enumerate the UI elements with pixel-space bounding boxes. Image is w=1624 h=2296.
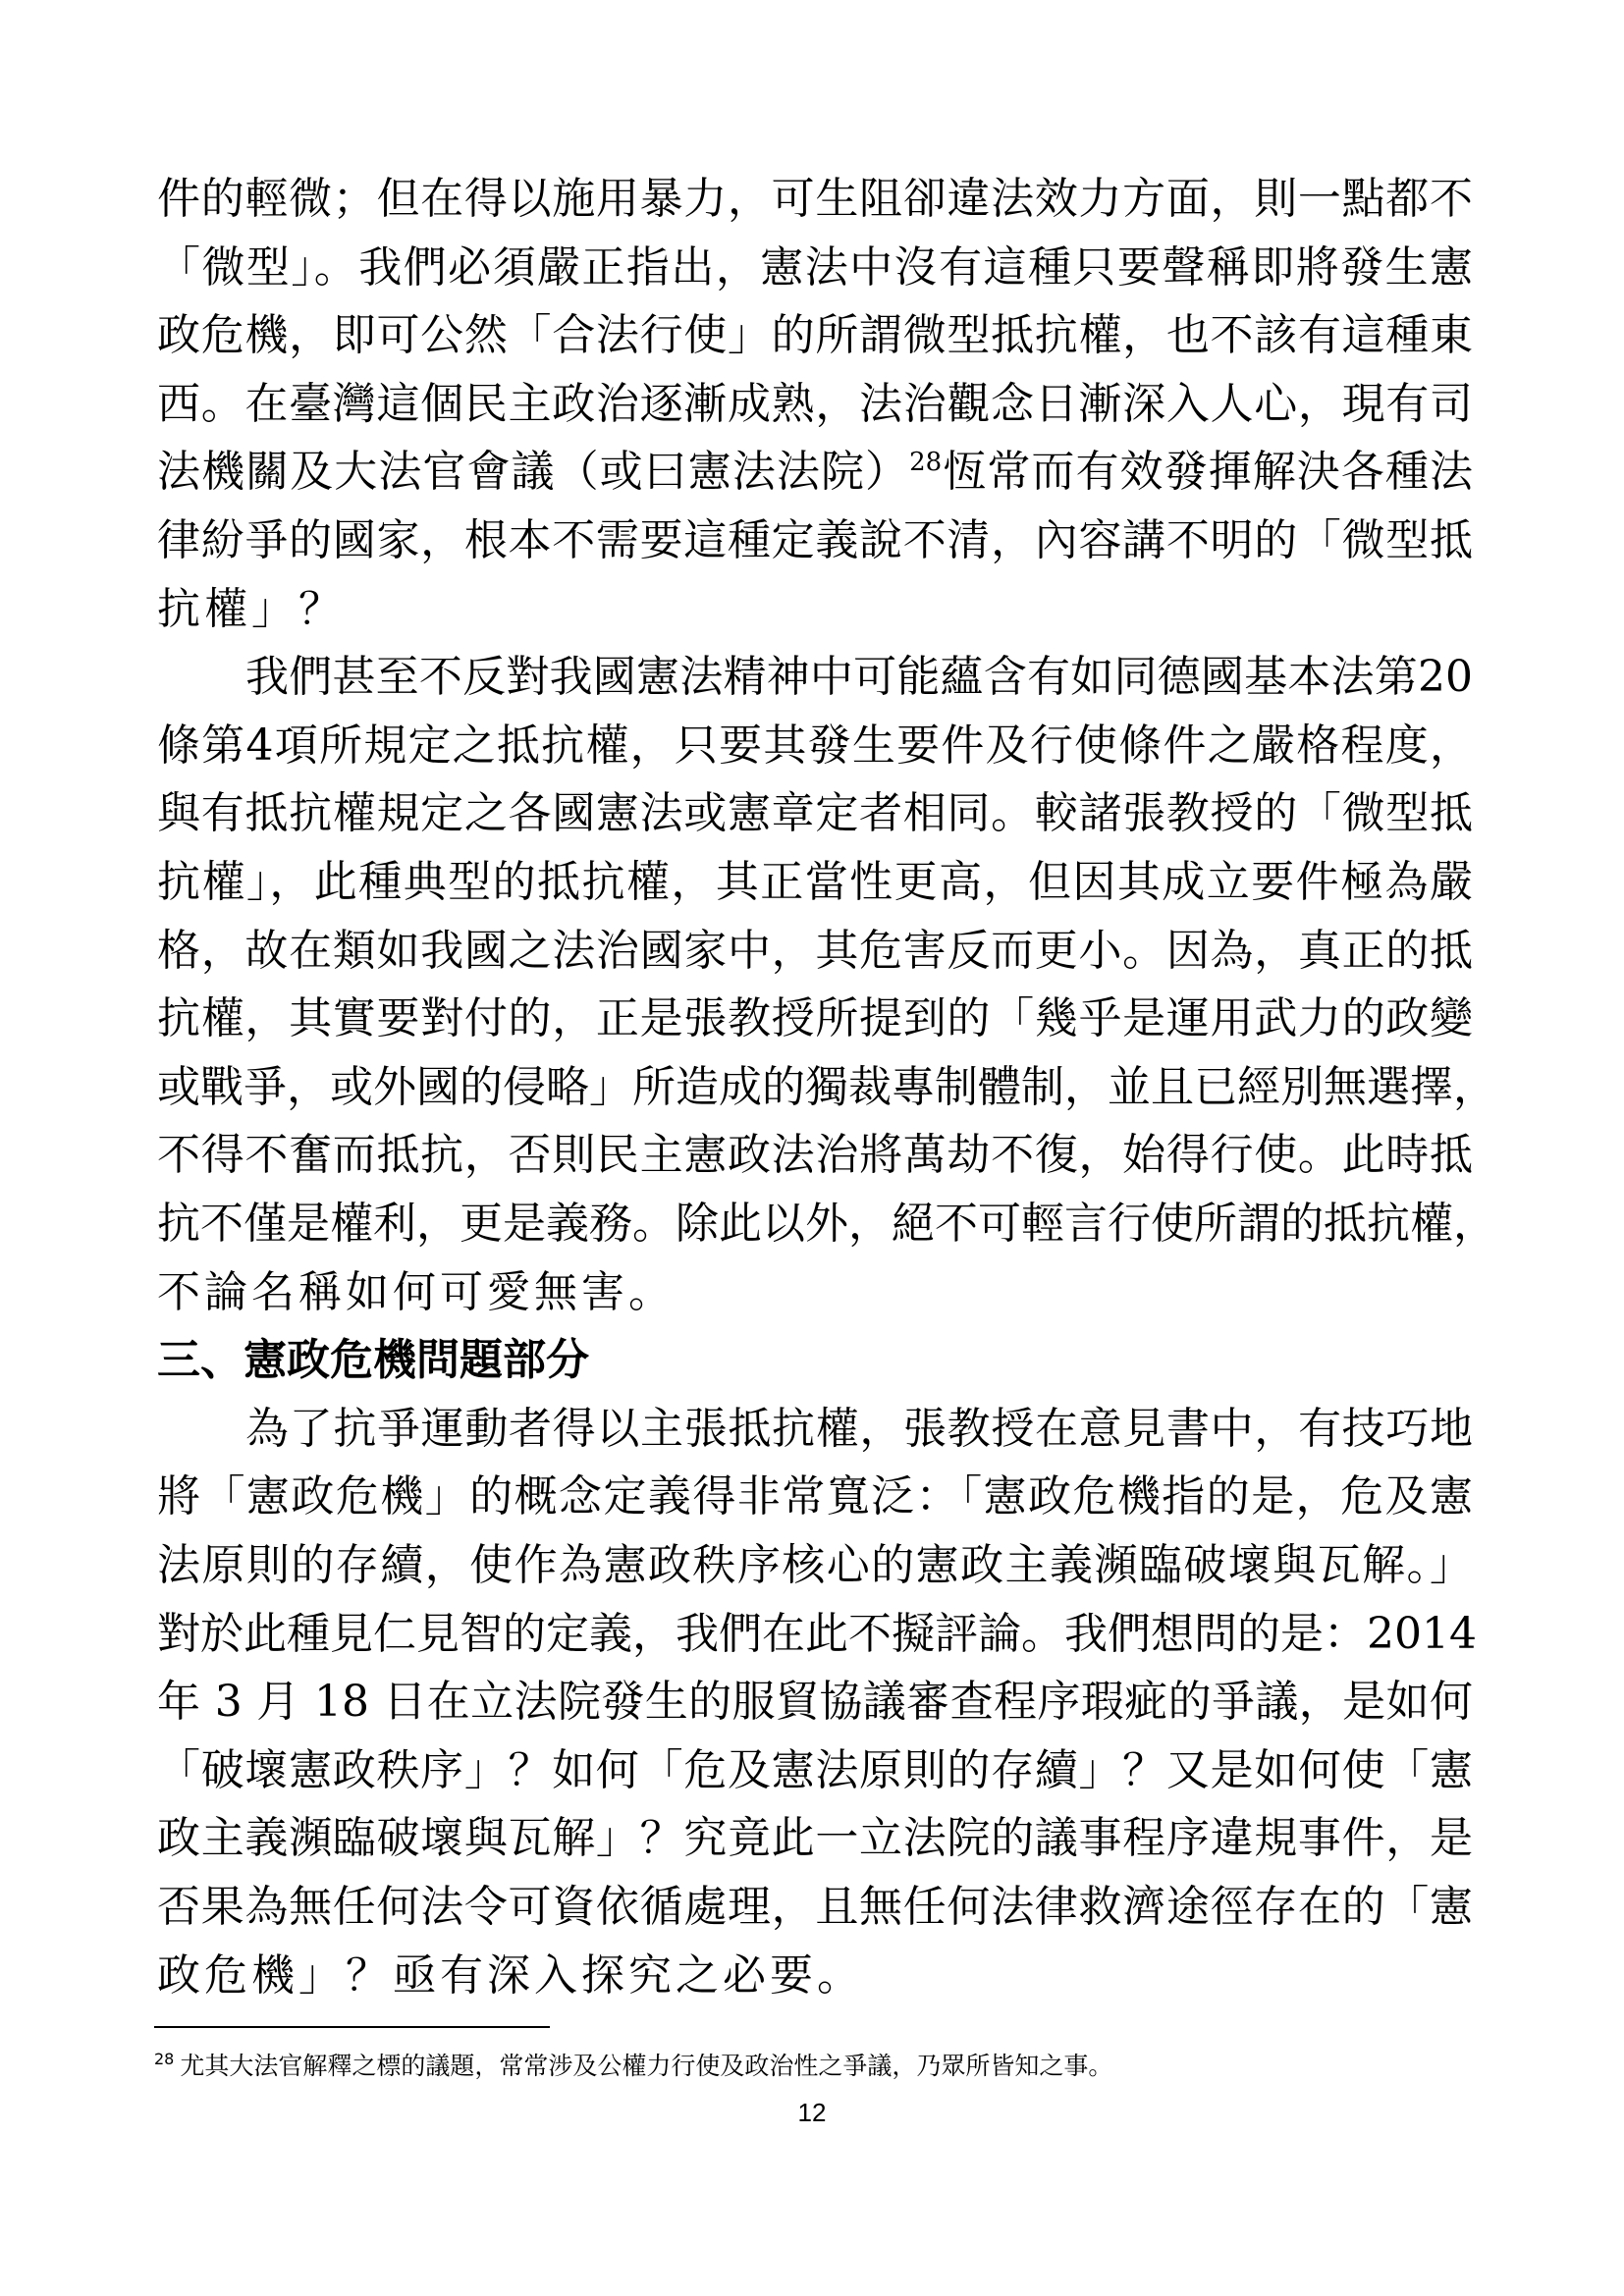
paragraph-4-line: 政主義瀕臨破壞與瓦解」？究竟此一立法院的議事程序違規事件，是 <box>157 1813 1473 1863</box>
footnote-reference[interactable]: 28 <box>909 448 943 477</box>
paragraph-2-line: 條第4項所規定之抵抗權，只要其發生要件及行使條件之嚴格程度， <box>157 721 1473 771</box>
paragraph-4-line: 法原則的存續，使作為憲政秩序核心的憲政主義瀕臨破壞與瓦解。」 <box>157 1540 1473 1590</box>
footnote-separator <box>154 2026 550 2028</box>
paragraph-2-line: 格，故在類如我國之法治國家中，其危害反而更小。因為，真正的抵 <box>157 926 1473 976</box>
footnote-number: 28 <box>154 2050 175 2068</box>
footnote-28 <box>154 2050 1112 2083</box>
paragraph-4-line: 否果為無任何法令可資依循處理，且無任何法律救濟途徑存在的「憲 <box>157 1882 1473 1932</box>
footnote-text: 尤其大法官解釋之標的議題，常常涉及公權力行使及政治性之爭議，乃眾所皆知之事。 <box>180 2052 1113 2080</box>
line-text: 恆常而有效發揮解決各種法 <box>942 447 1474 497</box>
paragraph-1-line: 律紛爭的國家，根本不需要這種定義說不清，內容講不明的「微型抵 <box>157 515 1473 565</box>
paragraph-4-line: 年 3 月 18 日在立法院發生的服貿協議審查程序瑕疵的爭議，是如何 <box>157 1677 1473 1727</box>
section-heading: 三、憲政危機問題部分 <box>157 1335 589 1385</box>
paragraph-1-line: 件的輕微；但在得以施用暴力，可生阻卻違法效力方面，則一點都不 <box>157 174 1473 224</box>
paragraph-2-line: 不論名稱如何可愛無害。 <box>157 1267 676 1317</box>
paragraph-2-line: 抗權」，此種典型的抵抗權，其正當性更高，但因其成立要件極為嚴 <box>157 857 1473 907</box>
paragraph-1-line <box>157 438 1473 507</box>
paragraph-2-line: 我們甚至不反對我國憲法精神中可能蘊含有如同德國基本法第20 <box>245 652 1473 702</box>
paragraph-2-line: 不得不奮而抵抗，否則民主憲政法治將萬劫不復，始得行使。此時抵 <box>157 1130 1473 1180</box>
paragraph-4-line: 將「憲政危機」的概念定義得非常寬泛：「憲政危機指的是，危及憲 <box>157 1471 1473 1522</box>
paragraph-1-line: 政危機，即可公然「合法行使」的所謂微型抵抗權，也不該有這種東 <box>157 310 1473 360</box>
paragraph-2-line: 或戰爭，或外國的侵略」所造成的獨裁專制體制，並且已經別無選擇， <box>157 1062 1496 1112</box>
paragraph-4-line: 對於此種見仁見智的定義，我們在此不擬評論。我們想問的是：2014 <box>157 1609 1477 1659</box>
paragraph-4-line: 為了抗爭運動者得以主張抵抗權，張教授在意見書中，有技巧地 <box>245 1404 1473 1454</box>
paragraph-2-line: 抗權，其實要對付的，正是張教授所提到的「幾乎是運用武力的政變 <box>157 993 1473 1043</box>
paragraph-2-line: 與有抵抗權規定之各國憲法或憲章定者相同。較諸張教授的「微型抵 <box>157 788 1473 838</box>
paragraph-1-line: 「微型」。我們必須嚴正指出，憲法中沒有這種只要聲稱即將發生憲 <box>157 242 1473 293</box>
paragraph-1-line: 西。在臺灣這個民主政治逐漸成熟，法治觀念日漸深入人心，現有司 <box>157 379 1473 429</box>
line-text: 法機關及大法官會議（或曰憲法法院） <box>157 447 910 497</box>
paragraph-2-line: 抗不僅是權利，更是義務。除此以外，絕不可輕言行使所謂的抵抗權， <box>157 1199 1496 1249</box>
paragraph-4-line: 政危機」？亟有深入探究之必要。 <box>157 1950 864 2001</box>
paragraph-4-line: 「破壞憲政秩序」？如何「危及憲法原則的存續」？又是如何使「憲 <box>157 1745 1473 1795</box>
page-number: 12 <box>797 2098 827 2127</box>
paragraph-1-line: 抗權」？ <box>157 584 346 634</box>
